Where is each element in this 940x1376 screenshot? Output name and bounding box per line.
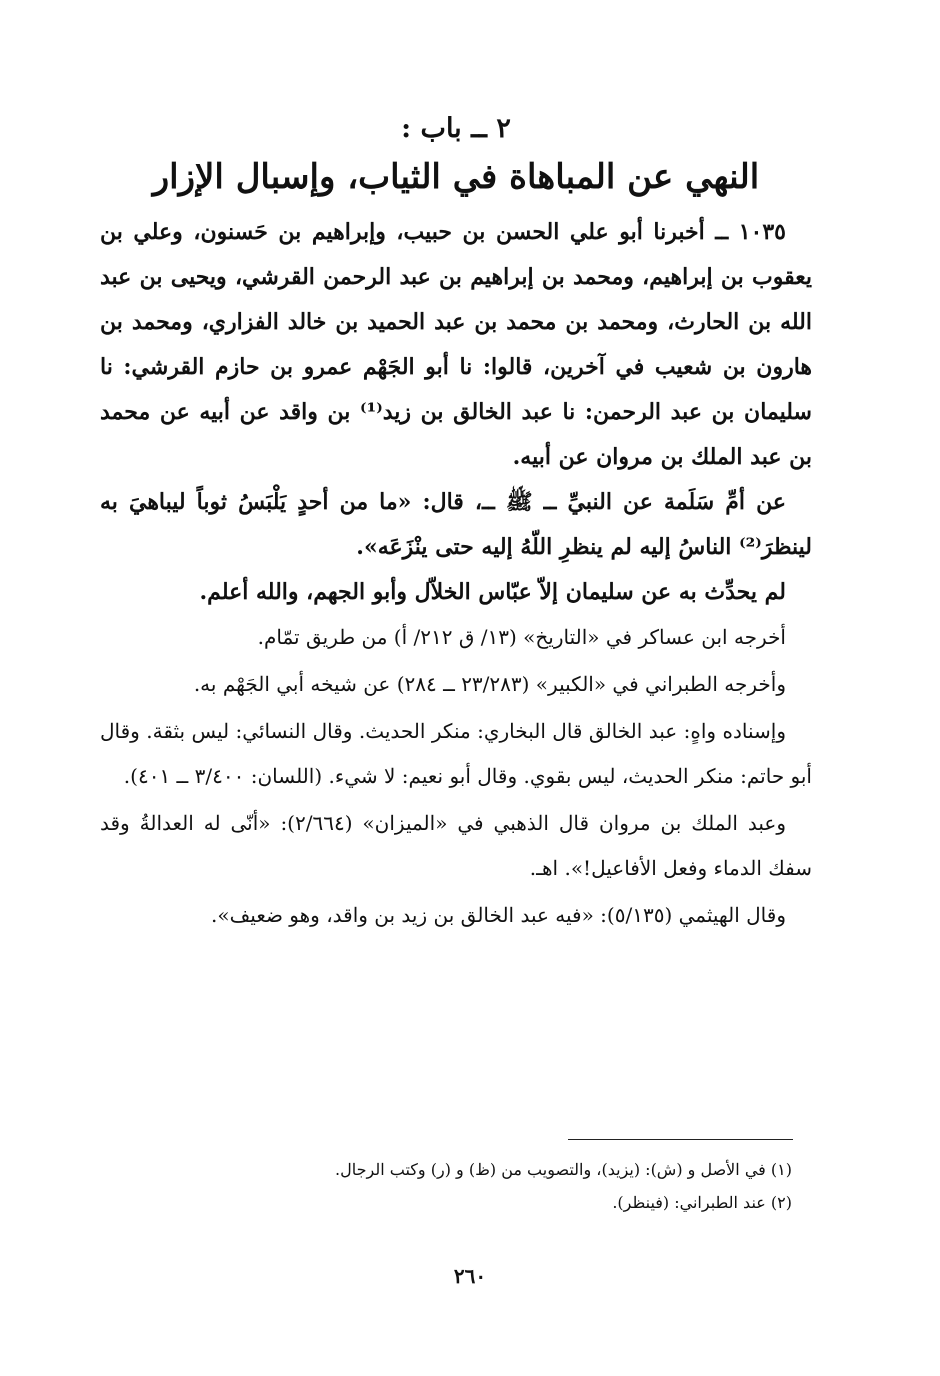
hadith-number: ١٠٣٥	[738, 219, 786, 245]
commentary-paragraph: وعبد الملك بن مروان قال الذهبي في «الميزان» (٢/٦٦٤): «أنّى له العدالةُ وقد سفك الدماء وفعل الأفاعيل!». اهـ.	[100, 811, 812, 880]
footnote: (١) في الأصل و (ش): (يزيد)، والتصويب من (ظ) و (ر) وكتب الرجال.	[335, 1160, 792, 1179]
hadith-matn: عن أمِّ سَلَمة عن النبيِّ ــ ﷺ ــ، قال: «ما من أحدٍ يَلْبَسُ ثوباً ليباهيَ به لينظرَ⁽²⁾ الناسُ إليه لم ينظرِ اللّهُ إليه حتى ينْزَعَه».	[100, 489, 812, 560]
commentary-paragraph: وقال الهيثمي (٥/١٣٥): «فيه عبد الخالق بن زيد بن واقد، وهو ضعيف».	[210, 903, 786, 927]
hadith-isnad-paragraph	[100, 210, 812, 480]
chapter-label: ٢ ــ باب :	[401, 113, 511, 144]
hadith-remark: لم يحدِّث به عن سليمان إلاّ عبّاس الخلاّل وأبو الجهم، والله أعلم.	[199, 579, 786, 605]
hadith-isnad: ــ أخبرنا أبو علي الحسن بن حبيب، وإبراهيم بن حَسنون، وعلي بن يعقوب بن إبراهيم، ومحمد بن إبراهيم بن عبد الرحمن القرشي، ويحيى بن عبد الله بن الحارث، ومحمد بن محمد بن عبد الحميد بن خالد الفزاري، ومحمد بن هارون بن شعيب في آخرين، قالوا: نا أبو الجَهْم عمرو بن حازم القرشي: نا سليمان بن عبد الرحمن: نا عبد الخالق بن زيد⁽¹⁾ بن واقد عن أبيه عن محمد بن عبد الملك بن مروان عن أبيه.	[100, 219, 812, 470]
footnotes	[130, 1153, 792, 1219]
page-body	[100, 110, 812, 940]
commentary-paragraph: أخرجه ابن عساكر في «التاريخ» (١٣/ ق ٢١٢/ أ) من طريق تمّام.	[257, 625, 786, 649]
page-number: ٢٦٠	[453, 1264, 487, 1288]
footnote: (٢) عند الطبراني: (فينظر).	[612, 1193, 792, 1212]
footnote-separator	[568, 1139, 793, 1140]
commentary-paragraph: وأخرجه الطبراني في «الكبير» (٢٣/٢٨٣ ــ ٢٨٤) عن شيخه أبي الجَهْم به.	[193, 672, 786, 696]
commentary-paragraph: وإسناده واهٍ: عبد الخالق قال البخاري: منكر الحديث. وقال النسائي: ليس بثقة. وقال أبو حاتم: منكر الحديث، ليس بقوي. وقال أبو نعيم: لا شيء. (اللسان: ٣/٤٠٠ ــ ٤٠١).	[100, 719, 812, 788]
chapter-title: النهي عن المباهاة في الثياب، وإسبال الإزار	[152, 157, 760, 197]
